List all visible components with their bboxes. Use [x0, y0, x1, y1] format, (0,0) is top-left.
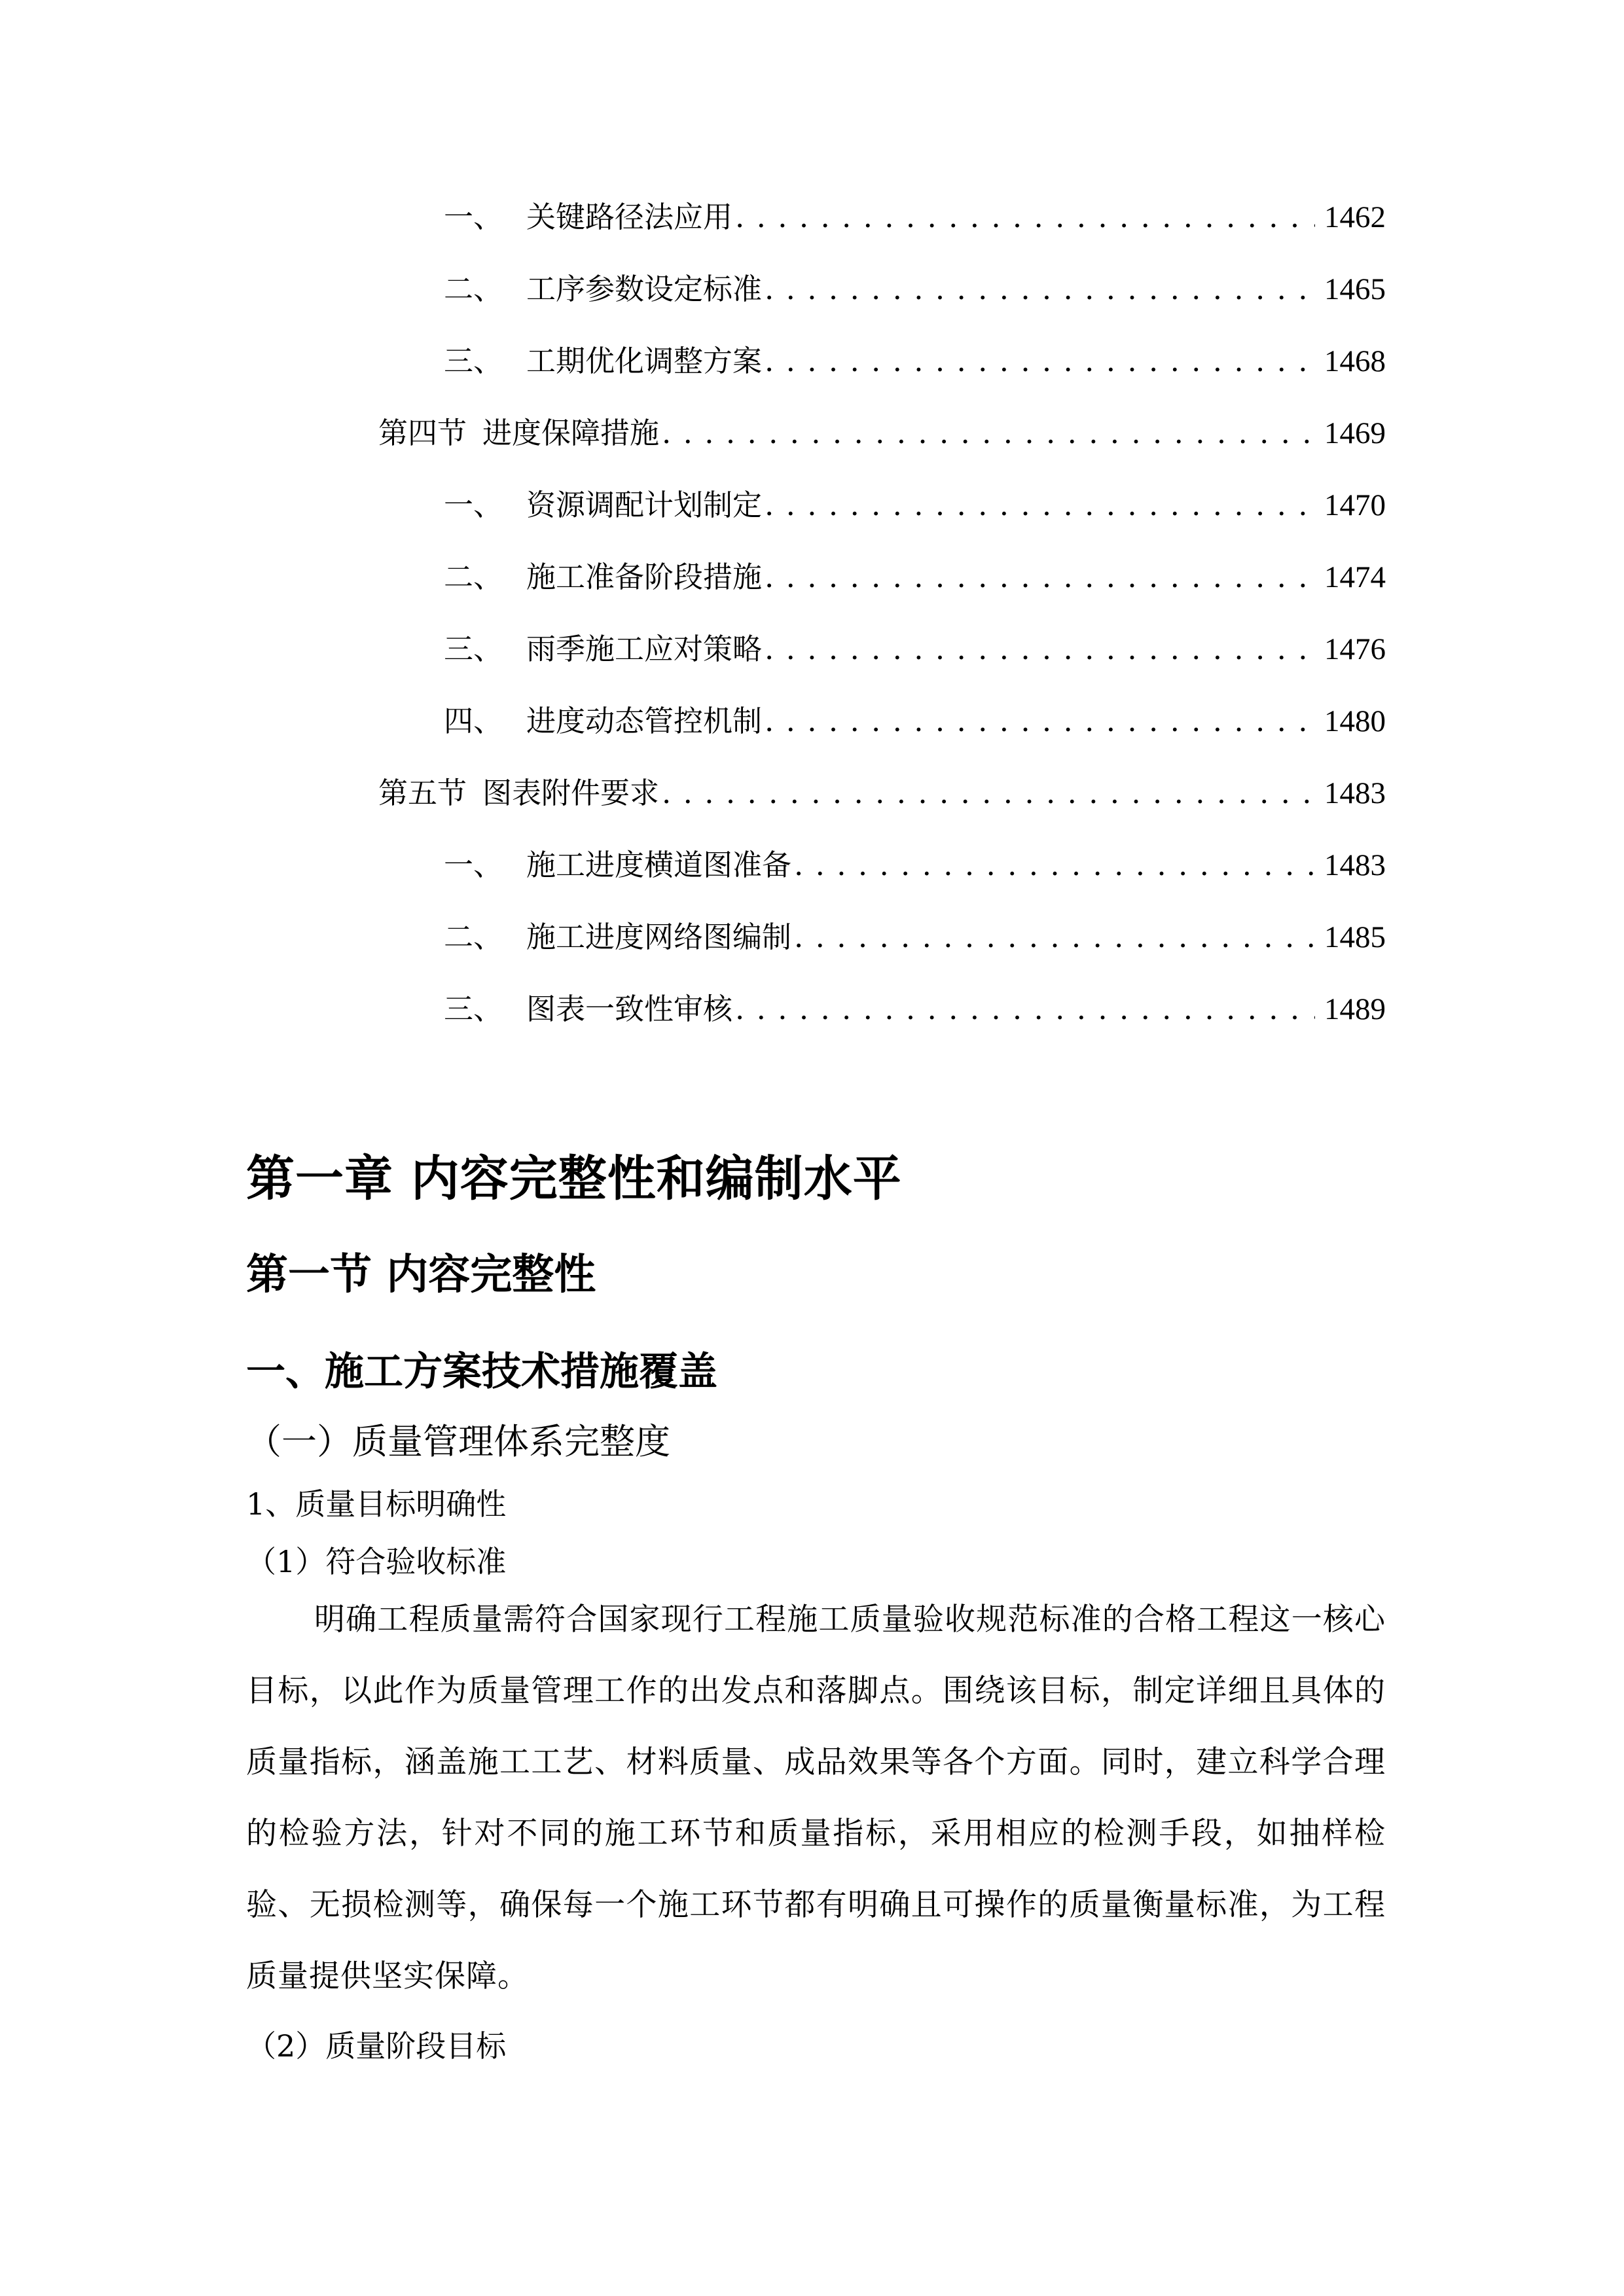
toc-entry[interactable] [444, 270, 1386, 309]
toc-entry[interactable] [444, 846, 1386, 885]
toc-entry[interactable] [444, 702, 1386, 741]
toc-dot-leader [765, 486, 1315, 525]
toc-dot-leader [794, 846, 1315, 885]
toc-entry[interactable] [378, 774, 1386, 813]
toc-entry-page: 1485 [1324, 920, 1386, 954]
toc-entry-page: 1483 [1324, 776, 1386, 810]
toc-entry-number: 二、 [444, 560, 503, 594]
toc-entry-page: 1474 [1324, 560, 1386, 594]
toc-entry-number: 一、 [444, 488, 503, 522]
toc-entry[interactable] [444, 918, 1386, 957]
subsection-title: 一、施工方案技术措施覆盖 [246, 1349, 717, 1395]
toc-dot-leader [765, 558, 1315, 597]
toc-entry-page: 1469 [1324, 416, 1386, 450]
point-title: 1、质量目标明确性 [246, 1486, 507, 1522]
toc-dot-leader [662, 414, 1315, 453]
subpoint-title: （1）符合验收标准 [246, 1544, 507, 1579]
toc-entry-number: 一、 [444, 200, 503, 234]
toc-entry[interactable] [444, 990, 1386, 1029]
toc-entry-title: 施工进度网络图编制 [526, 920, 792, 954]
toc-entry-number: 三、 [444, 992, 503, 1026]
toc-dot-leader [662, 774, 1315, 813]
chapter-title: 第一章 内容完整性和编制水平 [246, 1151, 902, 1207]
toc-entry-number: 二、 [444, 272, 503, 306]
toc-entry-page: 1483 [1324, 848, 1386, 882]
toc-entry-page: 1465 [1324, 272, 1386, 306]
toc-entry[interactable] [444, 342, 1386, 381]
toc-dot-leader [765, 342, 1315, 381]
toc-entry-title: 工期优化调整方案 [526, 344, 763, 378]
toc-entry-page: 1470 [1324, 488, 1386, 522]
subpoint-title: （2）质量阶段目标 [246, 2028, 507, 2064]
toc-dot-leader [794, 918, 1315, 957]
toc-dot-leader [735, 198, 1315, 237]
toc-entry-page: 1480 [1324, 704, 1386, 738]
toc-dot-leader [735, 990, 1315, 1029]
toc-entry-title: 工序参数设定标准 [526, 272, 763, 306]
toc-entry-title: 图表附件要求 [482, 776, 660, 810]
toc-entry-title: 图表一致性审核 [526, 992, 733, 1026]
toc-entry-number: 三、 [444, 632, 503, 666]
toc-dot-leader [765, 270, 1315, 309]
toc-dot-leader [765, 630, 1315, 669]
toc-entry[interactable] [444, 558, 1386, 597]
toc-entry[interactable] [444, 630, 1386, 669]
toc-entry-title: 施工进度横道图准备 [526, 848, 792, 882]
toc-entry-number: 一、 [444, 848, 503, 882]
toc-entry-number: 三、 [444, 344, 503, 378]
toc-entry-page: 1489 [1324, 992, 1386, 1026]
toc-entry-number: 第五节 [378, 776, 467, 810]
toc-entry-number: 四、 [444, 704, 503, 738]
toc-entry[interactable] [378, 414, 1386, 453]
item-title: （一）质量管理体系完整度 [246, 1421, 670, 1462]
toc-entry-title: 施工准备阶段措施 [526, 560, 763, 594]
toc-dot-leader [765, 702, 1315, 741]
toc-entry-number: 第四节 [378, 416, 467, 450]
toc-entry-page: 1476 [1324, 632, 1386, 666]
toc-entry[interactable] [444, 486, 1386, 525]
toc-entry-page: 1462 [1324, 200, 1386, 234]
toc-entry-title: 雨季施工应对策略 [526, 632, 763, 666]
section-title: 第一节 内容完整性 [246, 1251, 596, 1299]
toc-entry[interactable] [444, 198, 1386, 237]
toc-entry-page: 1468 [1324, 344, 1386, 378]
toc-entry-title: 进度动态管控机制 [526, 704, 763, 738]
toc-entry-title: 进度保障措施 [482, 416, 660, 450]
toc-entry-title: 资源调配计划制定 [526, 488, 763, 522]
toc-entry-number: 二、 [444, 920, 503, 954]
toc-entry-title: 关键路径法应用 [526, 200, 733, 234]
body-paragraph: 明确工程质量需符合国家现行工程施工质量验收规范标准的合格工程这一核心目标，以此作为质量管理工作的出发点和落脚点。围绕该目标，制定详细且具体的质量指标，涵盖施工工艺、材料质量、成品效果等各个方面。同时，建立科学合理的检验方法，针对不同的施工环节和质量指标，采用相应的检测手段，如抽样检验、无损检测等，确保每一个施工环节都有明确且可操作的质量衡量标准，为工程质量提供坚实保障。 [246, 1602, 1386, 1994]
